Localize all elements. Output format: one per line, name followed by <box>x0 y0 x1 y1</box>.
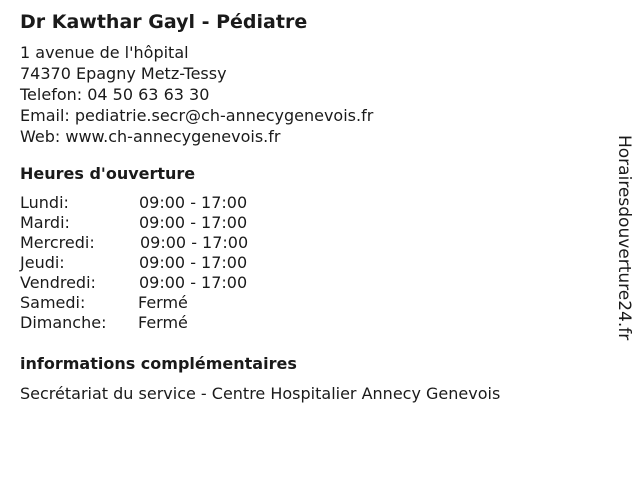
time-value: 09:00 - 17:00 <box>140 233 249 252</box>
hours-row-tuesday <box>20 213 320 233</box>
opening-hours-heading: Heures d'ouverture <box>20 164 196 183</box>
hours-row-friday <box>20 273 320 293</box>
email-text: Email: pediatrie.secr@ch-annecygenevois.fr <box>20 106 374 125</box>
hours-row-monday <box>20 193 320 213</box>
time-value: 09:00 - 17:00 <box>139 273 248 292</box>
hours-row-thursday <box>20 253 320 273</box>
address-street: 1 avenue de l'hôpital <box>20 43 189 62</box>
watermark-text: Horairesdouverture24.fr <box>614 135 634 341</box>
site-watermark <box>612 135 636 375</box>
address-city: 74370 Epagny Metz-Tessy <box>20 64 227 83</box>
time-value: 09:00 - 17:00 <box>139 193 248 212</box>
hours-row-saturday <box>20 293 320 313</box>
day-label: Samedi: <box>20 293 86 312</box>
hours-row-wednesday <box>20 233 320 253</box>
opening-hours-table <box>20 193 320 333</box>
contact-block <box>20 42 373 147</box>
time-value: Fermé <box>138 293 188 312</box>
day-label: Lundi: <box>20 193 69 212</box>
additional-info-text: Secrétariat du service - Centre Hospitalier Annecy Genevois <box>20 384 501 403</box>
time-value: 09:00 - 17:00 <box>139 213 248 232</box>
web-text: Web: www.ch-annecygenevois.fr <box>20 127 281 146</box>
day-label: Mercredi: <box>20 233 95 252</box>
additional-info-heading: informations complémentaires <box>20 354 297 373</box>
phone-text: Telefon: 04 50 63 63 30 <box>20 85 210 104</box>
day-label: Vendredi: <box>20 273 96 292</box>
day-label: Dimanche: <box>20 313 107 332</box>
day-label: Jeudi: <box>20 253 65 272</box>
hours-row-sunday <box>20 313 320 333</box>
time-value: 09:00 - 17:00 <box>139 253 248 272</box>
time-value: Fermé <box>138 313 188 332</box>
page-title: Dr Kawthar Gayl - Pédiatre <box>20 11 308 33</box>
day-label: Mardi: <box>20 213 70 232</box>
